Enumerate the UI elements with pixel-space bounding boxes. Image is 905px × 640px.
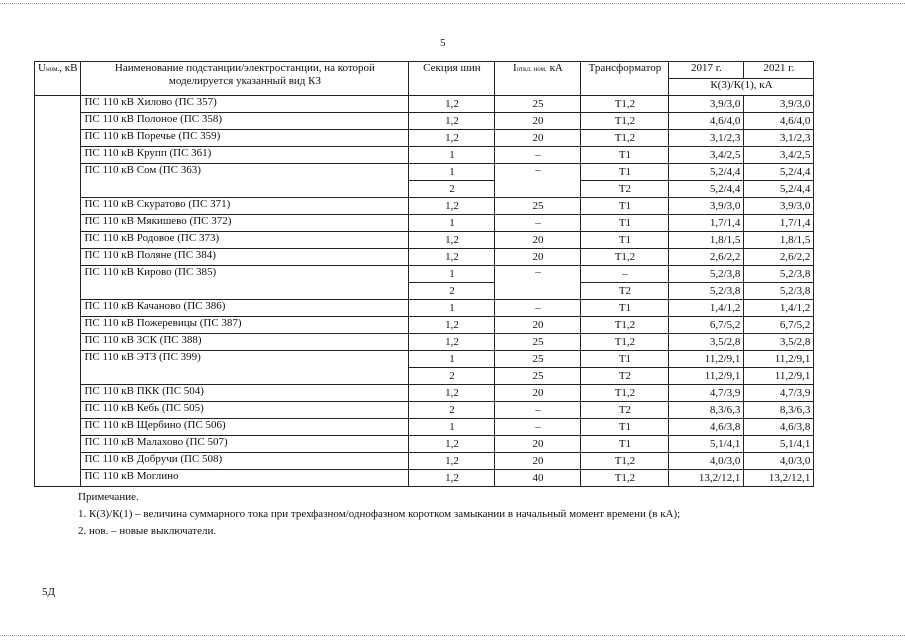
section-cell: 1,2 <box>409 249 495 266</box>
value-2021-cell: 4,6/3,8 <box>744 419 814 436</box>
transformer-cell: Т1 <box>581 419 669 436</box>
section-cell: 1,2 <box>409 113 495 130</box>
transformer-cell: Т1 <box>581 147 669 164</box>
header-year-2021: 2021 г. <box>744 62 814 79</box>
value-2021-cell: 1,4/1,2 <box>744 300 814 317</box>
transformer-cell: – <box>581 266 669 283</box>
current-cell: 25 <box>495 198 581 215</box>
note-item: 2. нов. – новые выключатели. <box>78 525 217 537</box>
value-2017-cell: 11,2/9,1 <box>669 368 744 385</box>
value-2021-cell: 2,6/2,2 <box>744 249 814 266</box>
transformer-cell: Т1,2 <box>581 130 669 147</box>
table-row <box>35 453 814 470</box>
section-cell: 2 <box>409 402 495 419</box>
current-cell: 25 <box>495 351 581 368</box>
value-2021-cell: 5,2/4,4 <box>744 164 814 181</box>
table-row <box>35 266 814 283</box>
value-2021-cell: 4,7/3,9 <box>744 385 814 402</box>
value-2021-cell: 1,8/1,5 <box>744 232 814 249</box>
current-cell: – <box>495 215 581 232</box>
current-cell: 20 <box>495 317 581 334</box>
transformer-cell: Т1,2 <box>581 113 669 130</box>
substation-name-cell: ПС 110 кВ Родовое (ПС 373) <box>81 232 409 249</box>
table-row <box>35 419 814 436</box>
table-row <box>35 300 814 317</box>
table-row <box>35 147 814 164</box>
current-cell: – <box>495 419 581 436</box>
header-current: Iоткл. ном. кА <box>495 62 581 96</box>
transformer-cell: Т1,2 <box>581 385 669 402</box>
section-cell: 1 <box>409 300 495 317</box>
transformer-cell: Т2 <box>581 181 669 198</box>
table-row <box>35 351 814 368</box>
transformer-cell: Т2 <box>581 283 669 300</box>
value-2021-cell: 5,2/3,8 <box>744 266 814 283</box>
value-2017-cell: 5,2/4,4 <box>669 164 744 181</box>
header-transformer: Трансформатор <box>581 62 669 96</box>
value-2017-cell: 3,5/2,8 <box>669 334 744 351</box>
header-units: К(3)/К(1), кА <box>669 79 814 96</box>
value-2017-cell: 5,2/4,4 <box>669 181 744 198</box>
table-row <box>35 164 814 181</box>
section-cell: 1,2 <box>409 385 495 402</box>
table-row <box>35 402 814 419</box>
current-cell: 20 <box>495 436 581 453</box>
section-cell: 1,2 <box>409 470 495 487</box>
value-2021-cell: 3,1/2,3 <box>744 130 814 147</box>
table-row <box>35 470 814 487</box>
substation-name-cell: ПС 110 кВ Кирово (ПС 385) <box>81 266 409 300</box>
substation-name-cell: ПС 110 кВ Скуратово (ПС 371) <box>81 198 409 215</box>
u-nom-cell <box>35 96 81 487</box>
substation-name-cell: ПС 110 кВ Поречье (ПС 359) <box>81 130 409 147</box>
value-2021-cell: 13,2/12,1 <box>744 470 814 487</box>
current-cell: – <box>495 147 581 164</box>
value-2017-cell: 2,6/2,2 <box>669 249 744 266</box>
table-row <box>35 96 814 113</box>
section-cell: 1 <box>409 164 495 181</box>
current-cell: 25 <box>495 334 581 351</box>
value-2021-cell: 3,9/3,0 <box>744 96 814 113</box>
substation-name-cell: ПС 110 кВ Моглино <box>81 470 409 487</box>
current-cell: 40 <box>495 470 581 487</box>
value-2017-cell: 5,2/3,8 <box>669 266 744 283</box>
value-2021-cell: 6,7/5,2 <box>744 317 814 334</box>
header-u-nom: Uном., кВ <box>35 62 81 96</box>
value-2017-cell: 1,7/1,4 <box>669 215 744 232</box>
transformer-cell: Т1 <box>581 164 669 181</box>
value-2021-cell: 11,2/9,1 <box>744 351 814 368</box>
substation-name-cell: ПС 110 кВ Пожеревицы (ПС 387) <box>81 317 409 334</box>
note-item: 1. К(3)/К(1) – величина суммарного тока при трехфазном/однофазном коротком замыкании в начальный момент времени (в кА); <box>78 508 681 520</box>
table-row <box>35 113 814 130</box>
footer-code: 5Д <box>42 586 56 598</box>
value-2021-cell: 3,4/2,5 <box>744 147 814 164</box>
transformer-cell: Т1 <box>581 232 669 249</box>
section-cell: 1,2 <box>409 130 495 147</box>
value-2017-cell: 13,2/12,1 <box>669 470 744 487</box>
section-cell: 1 <box>409 147 495 164</box>
transformer-cell: Т1,2 <box>581 317 669 334</box>
substation-name-cell: ПС 110 кВ Щербино (ПС 506) <box>81 419 409 436</box>
current-cell: 20 <box>495 232 581 249</box>
section-cell: 2 <box>409 368 495 385</box>
current-cell: 20 <box>495 249 581 266</box>
value-2017-cell: 11,2/9,1 <box>669 351 744 368</box>
table-row <box>35 385 814 402</box>
transformer-cell: Т1,2 <box>581 334 669 351</box>
transformer-cell: Т1 <box>581 436 669 453</box>
value-2021-cell: 11,2/9,1 <box>744 368 814 385</box>
section-cell: 1 <box>409 351 495 368</box>
header-year-2017: 2017 г. <box>669 62 744 79</box>
current-cell: – <box>495 402 581 419</box>
value-2017-cell: 8,3/6,3 <box>669 402 744 419</box>
notes-title: Примечание. <box>78 491 139 503</box>
substation-name-cell: ПС 110 кВ ПКК (ПС 504) <box>81 385 409 402</box>
value-2017-cell: 3,9/3,0 <box>669 198 744 215</box>
value-2017-cell: 4,0/3,0 <box>669 453 744 470</box>
section-cell: 1 <box>409 419 495 436</box>
section-cell: 1,2 <box>409 436 495 453</box>
substation-name-cell: ПС 110 кВ ЗСК (ПС 388) <box>81 334 409 351</box>
substation-name-cell: ПС 110 кВ Кебь (ПС 505) <box>81 402 409 419</box>
value-2021-cell: 1,7/1,4 <box>744 215 814 232</box>
page-number: 5 <box>440 37 446 49</box>
substation-name-cell: ПС 110 кВ Добручи (ПС 508) <box>81 453 409 470</box>
current-cell: 20 <box>495 385 581 402</box>
value-2021-cell: 3,9/3,0 <box>744 198 814 215</box>
transformer-cell: Т2 <box>581 368 669 385</box>
value-2017-cell: 3,4/2,5 <box>669 147 744 164</box>
section-cell: 2 <box>409 283 495 300</box>
transformer-cell: Т1 <box>581 215 669 232</box>
substation-name-cell: ПС 110 кВ Поляне (ПС 384) <box>81 249 409 266</box>
substation-name-cell: ПС 110 кВ Крупп (ПС 361) <box>81 147 409 164</box>
transformer-cell: Т1 <box>581 300 669 317</box>
section-cell: 1,2 <box>409 334 495 351</box>
value-2021-cell: 5,2/3,8 <box>744 283 814 300</box>
table-row <box>35 436 814 453</box>
current-cell: – <box>495 266 581 300</box>
table-body <box>35 96 814 487</box>
value-2021-cell: 4,6/4,0 <box>744 113 814 130</box>
transformer-cell: Т1 <box>581 198 669 215</box>
value-2017-cell: 3,1/2,3 <box>669 130 744 147</box>
section-cell: 1,2 <box>409 96 495 113</box>
table-row <box>35 232 814 249</box>
value-2017-cell: 4,6/4,0 <box>669 113 744 130</box>
value-2017-cell: 1,4/1,2 <box>669 300 744 317</box>
table-row <box>35 334 814 351</box>
table-row <box>35 317 814 334</box>
transformer-cell: Т1,2 <box>581 453 669 470</box>
substation-name-cell: ПС 110 кВ Сом (ПС 363) <box>81 164 409 198</box>
substation-name-cell: ПС 110 кВ Мякишево (ПС 372) <box>81 215 409 232</box>
value-2017-cell: 4,6/3,8 <box>669 419 744 436</box>
table-row <box>35 130 814 147</box>
value-2017-cell: 6,7/5,2 <box>669 317 744 334</box>
table-row <box>35 198 814 215</box>
header-name: Наименование подстанции/электростанции, на которой моделируется указанный вид КЗ <box>81 62 409 96</box>
table-row <box>35 249 814 266</box>
section-cell: 1 <box>409 266 495 283</box>
current-cell: – <box>495 300 581 317</box>
substation-name-cell: ПС 110 кВ Полоное (ПС 358) <box>81 113 409 130</box>
transformer-cell: Т1,2 <box>581 470 669 487</box>
current-cell: 20 <box>495 453 581 470</box>
value-2017-cell: 5,2/3,8 <box>669 283 744 300</box>
value-2021-cell: 5,2/4,4 <box>744 181 814 198</box>
current-cell: 25 <box>495 96 581 113</box>
value-2021-cell: 5,1/4,1 <box>744 436 814 453</box>
substation-name-cell: ПС 110 кВ ЭТЗ (ПС 399) <box>81 351 409 385</box>
value-2017-cell: 5,1/4,1 <box>669 436 744 453</box>
current-cell: – <box>495 164 581 198</box>
substation-name-cell: ПС 110 кВ Хилово (ПС 357) <box>81 96 409 113</box>
table-row <box>35 215 814 232</box>
value-2021-cell: 8,3/6,3 <box>744 402 814 419</box>
transformer-cell: Т1,2 <box>581 249 669 266</box>
section-cell: 1 <box>409 215 495 232</box>
section-cell: 1,2 <box>409 317 495 334</box>
transformer-cell: Т1,2 <box>581 96 669 113</box>
section-cell: 2 <box>409 181 495 198</box>
substation-name-cell: ПС 110 кВ Малахово (ПС 507) <box>81 436 409 453</box>
current-cell: 20 <box>495 130 581 147</box>
header-section: Секция шин <box>409 62 495 96</box>
section-cell: 1,2 <box>409 453 495 470</box>
section-cell: 1,2 <box>409 232 495 249</box>
value-2017-cell: 3,9/3,0 <box>669 96 744 113</box>
scan-edge-top <box>0 3 905 4</box>
notes <box>78 489 680 540</box>
value-2021-cell: 3,5/2,8 <box>744 334 814 351</box>
current-cell: 25 <box>495 368 581 385</box>
value-2017-cell: 4,7/3,9 <box>669 385 744 402</box>
transformer-cell: Т2 <box>581 402 669 419</box>
scan-edge-bottom <box>0 635 905 636</box>
transformer-cell: Т1 <box>581 351 669 368</box>
value-2021-cell: 4,0/3,0 <box>744 453 814 470</box>
value-2017-cell: 1,8/1,5 <box>669 232 744 249</box>
short-circuit-table <box>34 61 814 487</box>
current-cell: 20 <box>495 113 581 130</box>
substation-name-cell: ПС 110 кВ Качаново (ПС 386) <box>81 300 409 317</box>
section-cell: 1,2 <box>409 198 495 215</box>
